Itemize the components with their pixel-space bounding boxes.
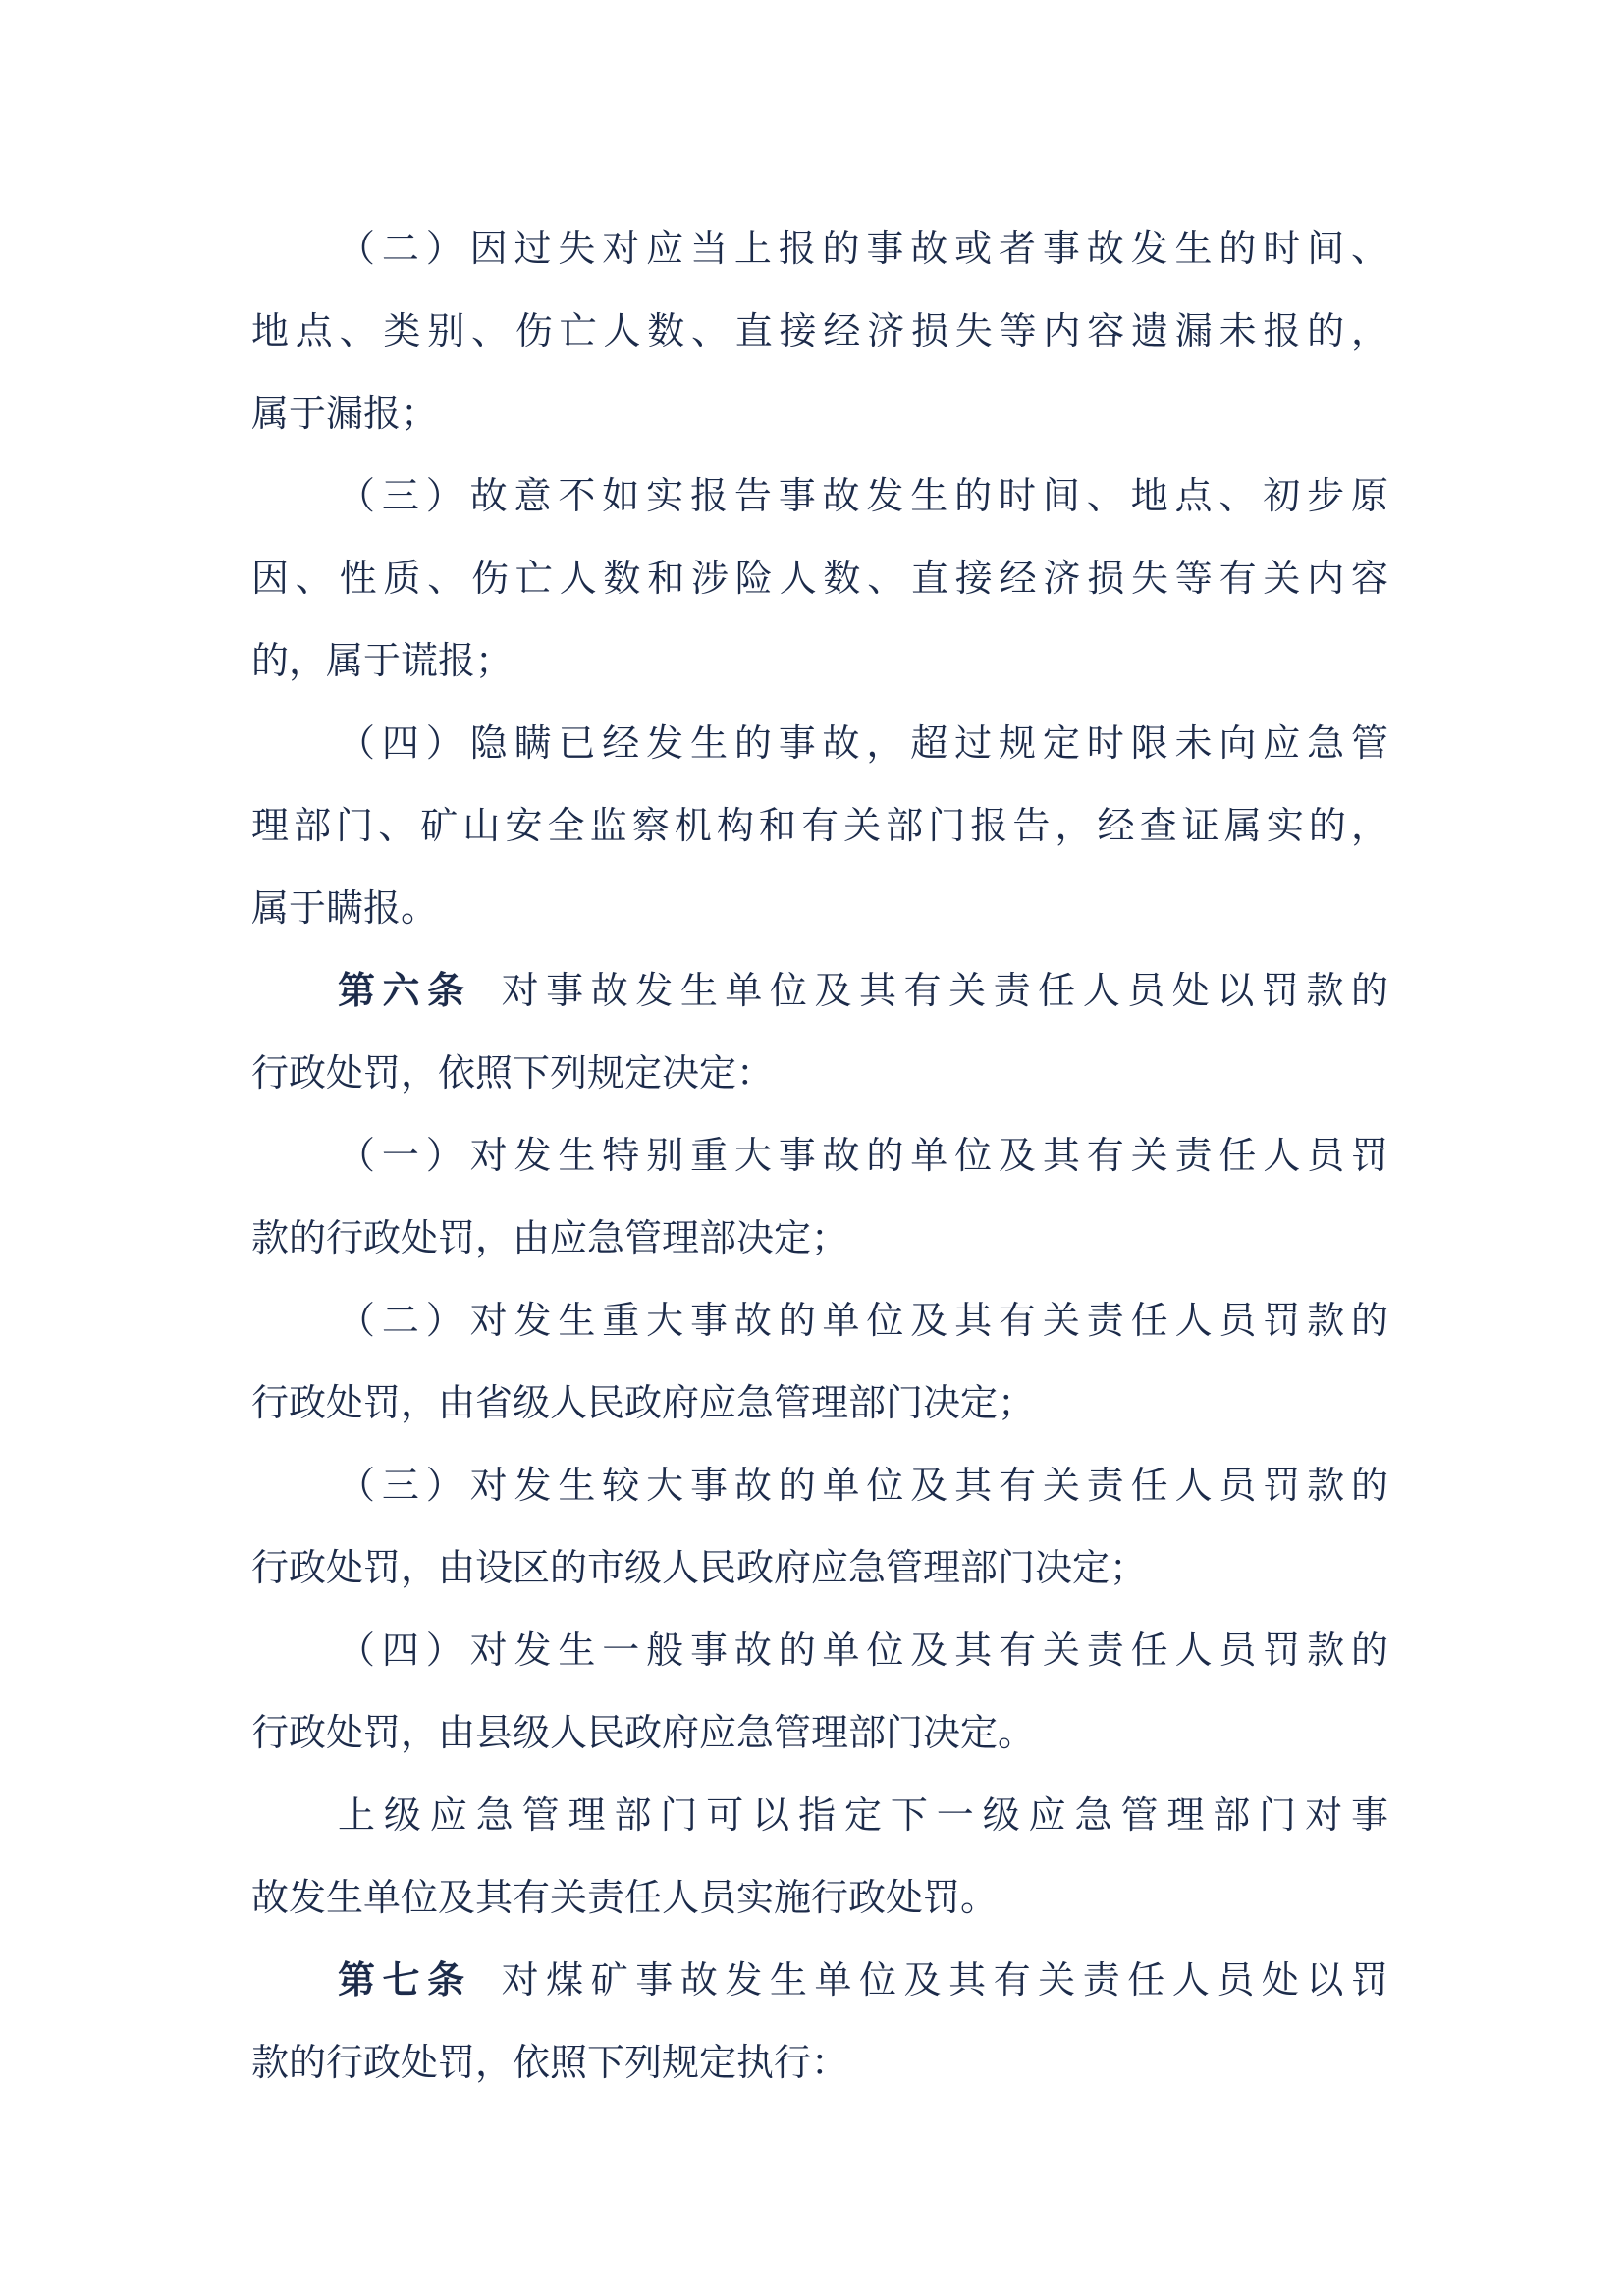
text-line: 行政处罚，由省级人民政府应急管理部门决定； xyxy=(251,1381,1036,1424)
document-body xyxy=(251,207,1388,2104)
text-line: 因、性质、伤亡人数和涉险人数、直接经济损失等有关内容 xyxy=(251,557,1388,600)
text-line: （三）故意不如实报告事故发生的时间、地点、初步原 xyxy=(338,474,1388,517)
text-line: 行政处罚，由县级人民政府应急管理部门决定。 xyxy=(251,1711,1036,1754)
article-text: 对煤矿事故发生单位及其有关责任人员处以罚 xyxy=(501,1958,1388,2002)
text-line: 故发生单位及其有关责任人员实施行政处罚。 xyxy=(251,1876,999,1919)
article-text: 对事故发生单位及其有关责任人员处以罚款的 xyxy=(501,969,1388,1012)
text-line: 属于瞒报。 xyxy=(251,886,439,930)
paragraph xyxy=(251,1774,1388,1939)
paragraph xyxy=(251,1609,1388,1774)
text-line xyxy=(251,949,1388,1032)
text-line: （一）对发生特别重大事故的单位及其有关责任人员罚 xyxy=(338,1134,1388,1177)
paragraph xyxy=(251,1114,1388,1279)
text-line: 理部门、矿山安全监察机构和有关部门报告，经查证属实的， xyxy=(251,804,1388,847)
text-line: （三）对发生较大事故的单位及其有关责任人员罚款的 xyxy=(338,1464,1388,1507)
paragraph xyxy=(251,207,1388,454)
article-paragraph xyxy=(251,1939,1388,2104)
text-line: 上级应急管理部门可以指定下一级应急管理部门对事 xyxy=(338,1793,1388,1837)
text-line: 行政处罚，由设区的市级人民政府应急管理部门决定； xyxy=(251,1546,1148,1589)
text-line: 款的行政处罚，依照下列规定执行： xyxy=(251,2041,849,2084)
text-line: 属于漏报； xyxy=(251,392,439,435)
text-line: （四）对发生一般事故的单位及其有关责任人员罚款的 xyxy=(338,1629,1388,1672)
paragraph xyxy=(251,1444,1388,1609)
text-line: 地点、类别、伤亡人数、直接经济损失等内容遗漏未报的， xyxy=(251,309,1388,352)
text-line: 行政处罚，依照下列规定决定： xyxy=(251,1051,775,1095)
paragraph xyxy=(251,454,1388,702)
text-line: 款的行政处罚，由应急管理部决定； xyxy=(251,1216,849,1259)
paragraph xyxy=(251,1279,1388,1444)
text-line: （四）隐瞒已经发生的事故，超过规定时限未向应急管 xyxy=(338,721,1388,765)
text-line: （二）对发生重大事故的单位及其有关责任人员罚款的 xyxy=(338,1299,1388,1342)
text-line xyxy=(251,1939,1388,2021)
article-paragraph xyxy=(251,949,1388,1114)
paragraph xyxy=(251,702,1388,949)
article-number: 第六条 xyxy=(338,968,472,1012)
article-number: 第七条 xyxy=(338,1957,472,2002)
text-line: （二）因过失对应当上报的事故或者事故发生的时间、 xyxy=(338,227,1388,270)
text-line: 的，属于谎报； xyxy=(251,639,514,682)
